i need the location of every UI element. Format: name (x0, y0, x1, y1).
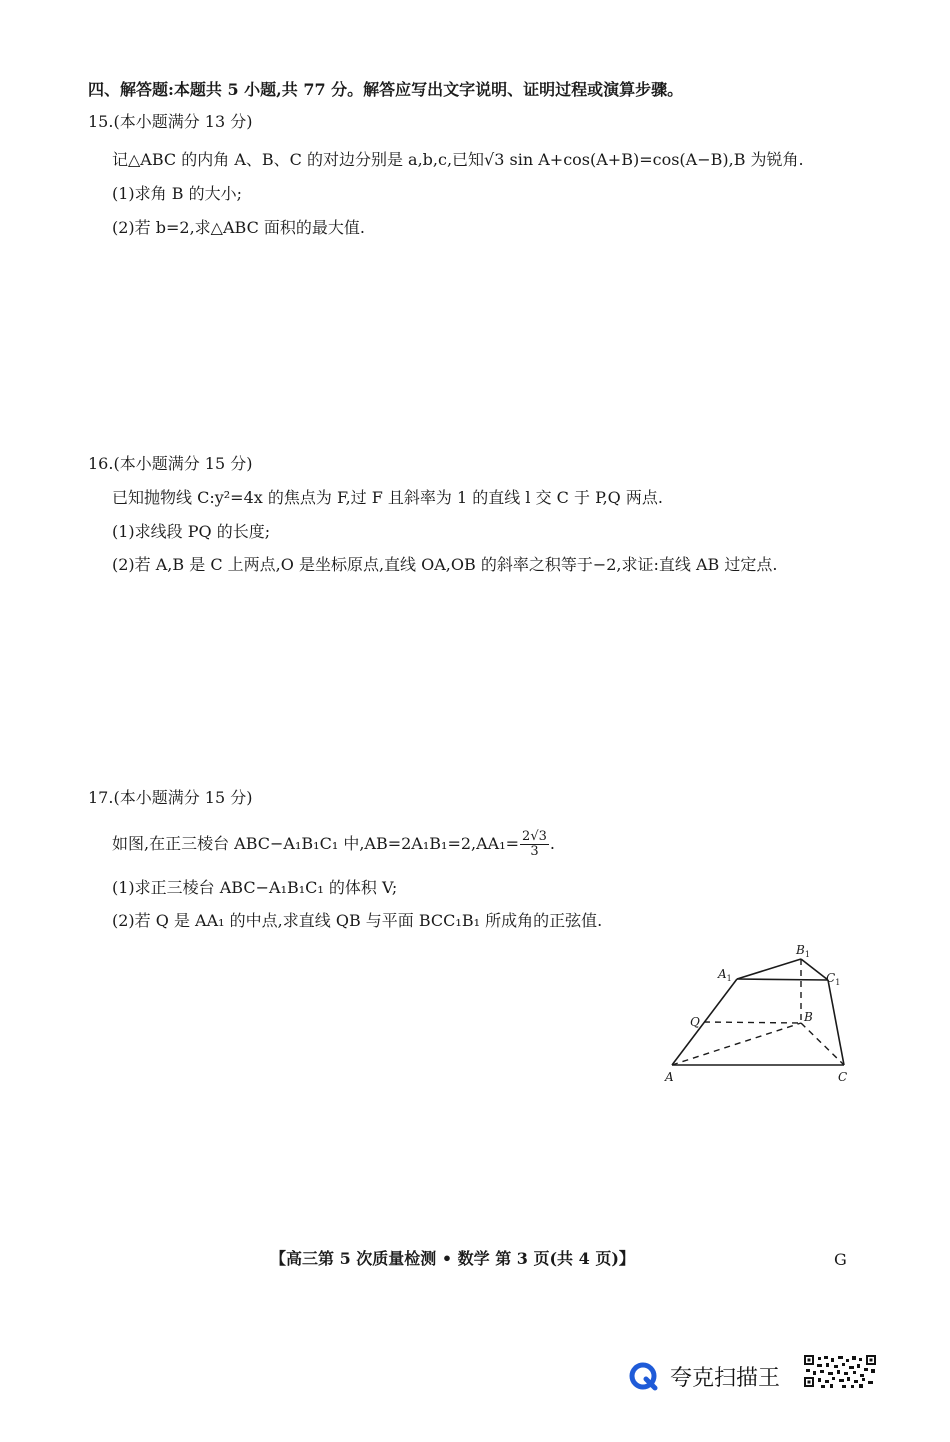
scanner-brand-text: 夸克扫描王 (670, 1366, 781, 1391)
section-title: 四、解答题:本题共 5 小题,共 77 分。解答应写出文字说明、证明过程或演算步骤。 (88, 80, 684, 99)
problem-17-stem (112, 830, 555, 859)
edge-A1-B1 (737, 959, 801, 979)
problem-17-fraction (520, 830, 549, 859)
label-B1: $B_1$ (796, 943, 810, 959)
problem-17-q2: (2)若 Q 是 AA₁ 的中点,求直线 QB 与平面 BCC₁B₁ 所成角的正弦值. (112, 911, 603, 930)
frustum-figure (660, 938, 860, 1088)
label-C: C (838, 1070, 848, 1084)
label-A: A (665, 1070, 674, 1084)
fraction-numerator: 2√3 (522, 829, 547, 844)
label-B: B (804, 1010, 813, 1024)
problem-17-q1: (1)求正三棱台 ABC−A₁B₁C₁ 的体积 V; (112, 878, 398, 897)
hidden-edge-A-B (672, 1023, 801, 1065)
problem-15-header: 15.(本小题满分 13 分) (88, 112, 253, 131)
problem-16-stem: 已知抛物线 C:y²=4x 的焦点为 F,过 F 且斜率为 1 的直线 l 交 C 于 P,Q 两点. (112, 488, 663, 507)
edge-C-C1 (828, 980, 844, 1065)
qr-code-icon (804, 1355, 876, 1389)
label-C1: $C_1$ (826, 971, 841, 987)
problem-17-header: 17.(本小题满分 15 分) (88, 788, 253, 807)
hidden-segment-Q-B (704, 1022, 801, 1023)
scanner-watermark (628, 1355, 878, 1395)
version-mark: G (834, 1250, 847, 1269)
problem-16-q1: (1)求线段 PQ 的长度; (112, 522, 271, 541)
problem-17-stem-text: 如图,在正三棱台 ABC−A₁B₁C₁ 中,AB=2A₁B₁=2,AA₁= (112, 834, 520, 853)
label-Q: Q (690, 1015, 700, 1029)
edge-B1-C1 (801, 959, 828, 980)
page-footer: 【高三第 5 次质量检测 • 数学 第 3 页(共 4 页)】 (270, 1249, 635, 1268)
problem-15-q2: (2)若 b=2,求△ABC 面积的最大值. (112, 218, 365, 237)
problem-17-stem-end: . (549, 834, 555, 853)
edge-A1-C1 (737, 979, 828, 980)
label-A1: $A_1$ (718, 967, 732, 983)
fraction-denominator: 3 (530, 844, 539, 859)
problem-16-header: 16.(本小题满分 15 分) (88, 454, 253, 473)
problem-16-q2: (2)若 A,B 是 C 上两点,O 是坐标原点,直线 OA,OB 的斜率之积等于−2,求证:直线 AB 过定点. (112, 555, 778, 574)
problem-15-stem: 记△ABC 的内角 A、B、C 的对边分别是 a,b,c,已知√3 sin A+cos(A+B)=cos(A−B),B 为锐角. (112, 150, 804, 169)
problem-15-q1: (1)求角 B 的大小; (112, 184, 242, 203)
scanner-logo-icon (628, 1361, 660, 1391)
